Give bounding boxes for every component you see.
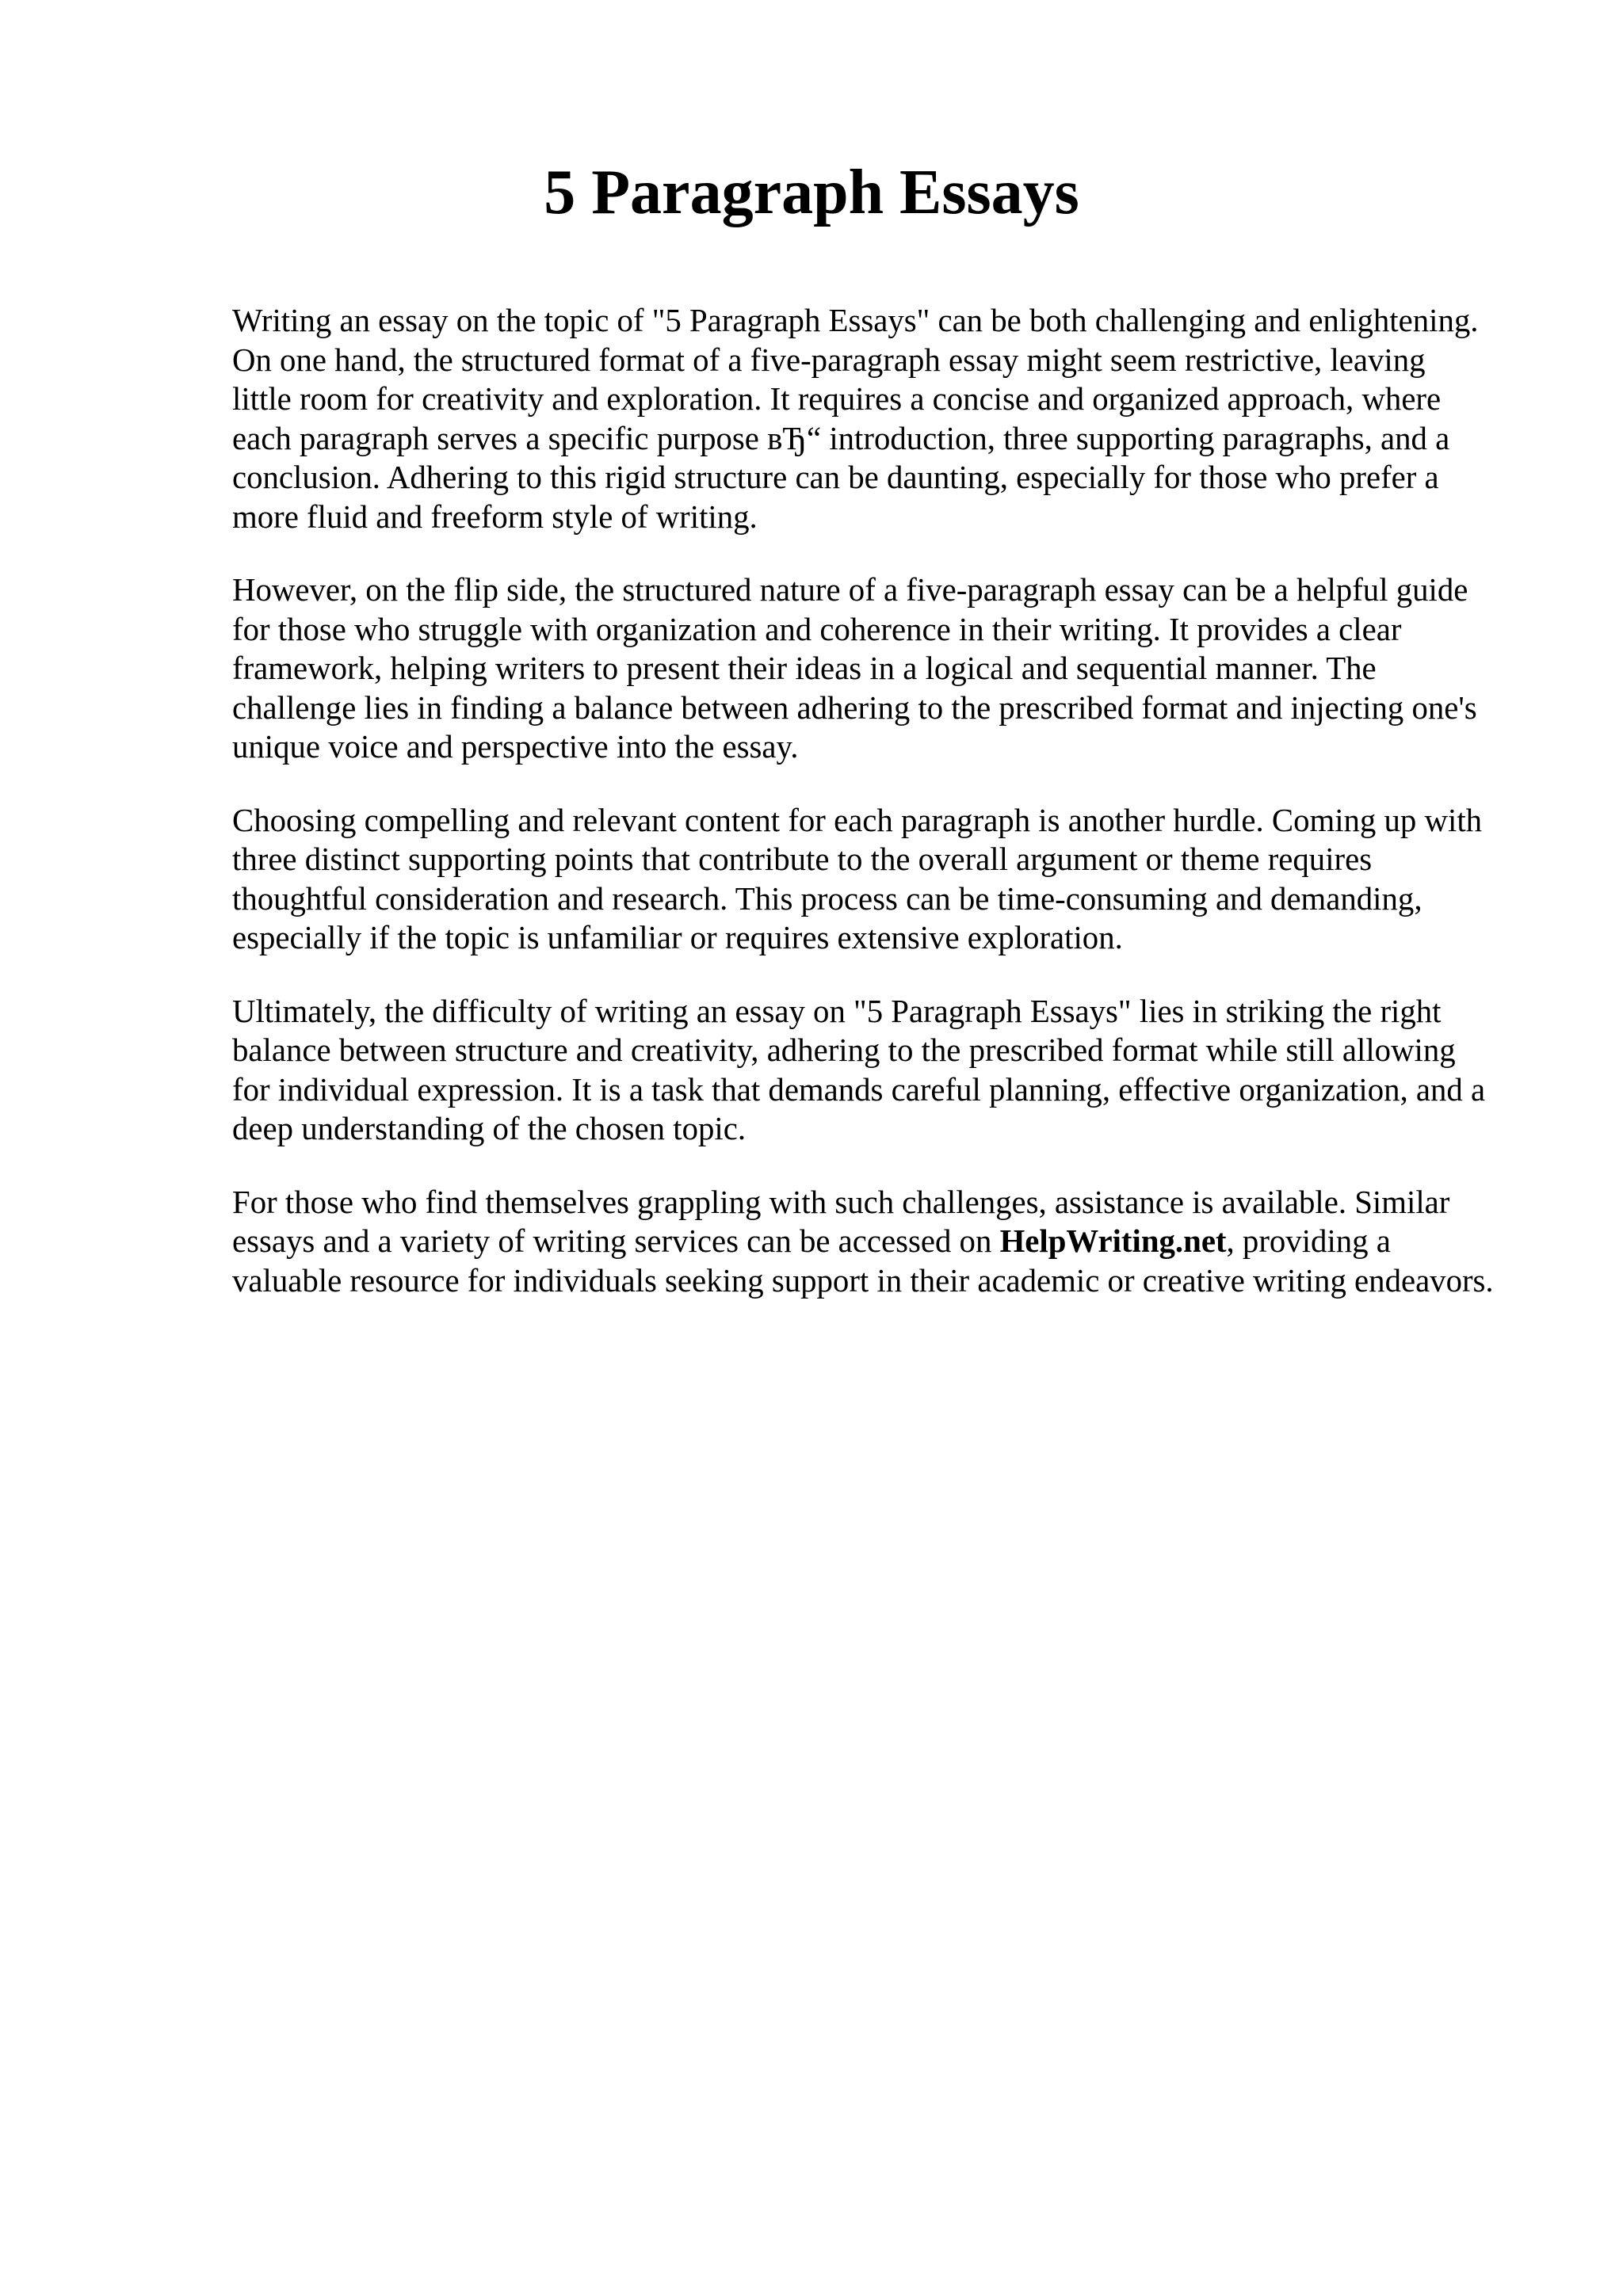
paragraph-line: unique voice and perspective into the essay. bbox=[232, 729, 799, 765]
paragraph-line: framework, helping writers to present their ideas in a logical and sequential manner. The bbox=[232, 650, 1377, 686]
paragraph-line: each paragraph serves a specific purpose вЂ“ introduction, three supporting paragraphs, and a bbox=[232, 420, 1450, 456]
paragraph-line: for individual expression. It is a task that demands careful planning, effective organization, and a bbox=[232, 1071, 1486, 1108]
paragraph-1 bbox=[232, 301, 1595, 536]
paragraph-line: especially if the topic is unfamiliar or requires extensive exploration. bbox=[232, 920, 1123, 955]
paragraph-line: three distinct supporting points that contribute to the overall argument or theme requires bbox=[232, 841, 1373, 877]
paragraph-line: However, on the flip side, the structured nature of a five-paragraph essay can be a helpful guide bbox=[232, 572, 1468, 608]
paragraph-line: Choosing compelling and relevant content for each paragraph is another hurdle. Coming up with bbox=[232, 802, 1483, 838]
paragraph-line: little room for creativity and exploration. It requires a concise and organized approach, where bbox=[232, 381, 1442, 417]
paragraph-line bbox=[232, 1222, 1595, 1261]
paragraph-3 bbox=[232, 801, 1595, 958]
paragraph-line: For those who find themselves grappling with such challenges, assistance is available. Similar bbox=[232, 1184, 1450, 1220]
paragraph-line: conclusion. Adhering to this rigid structure can be daunting, especially for those who prefer a bbox=[232, 460, 1439, 495]
document-body bbox=[232, 301, 1595, 1334]
paragraph-text: essays and a variety of writing services can be accessed on bbox=[232, 1223, 1000, 1259]
paragraph-line: balance between structure and creativity, adhering to the prescribed format while still allowing bbox=[232, 1032, 1456, 1068]
paragraph-line: more fluid and freeform style of writing. bbox=[232, 498, 758, 535]
paragraph-line: for those who struggle with organization and coherence in their writing. It provides a clear bbox=[232, 611, 1402, 647]
paragraph-text: , providing a bbox=[1226, 1223, 1391, 1259]
paragraph-5 bbox=[232, 1183, 1595, 1301]
paragraph-line: valuable resource for individuals seeking support in their academic or creative writing endeavors. bbox=[232, 1262, 1494, 1299]
paragraph-line: Ultimately, the difficulty of writing an essay on "5 Paragraph Essays" lies in striking the right bbox=[232, 993, 1442, 1029]
paragraph-line: challenge lies in finding a balance between adhering to the prescribed format and injecting one's bbox=[232, 689, 1477, 726]
paragraph-4 bbox=[232, 992, 1595, 1149]
paragraph-line: Writing an essay on the topic of "5 Paragraph Essays" can be both challenging and enlightening. bbox=[232, 303, 1479, 338]
paragraph-line: deep understanding of the chosen topic. bbox=[232, 1111, 747, 1146]
paragraph-2 bbox=[232, 570, 1595, 767]
paragraph-line: thoughtful consideration and research. This process can be time-consuming and demanding, bbox=[232, 880, 1423, 917]
document-title: 5 Paragraph Essays bbox=[544, 158, 1079, 227]
paragraph-line: On one hand, the structured format of a five-paragraph essay might seem restrictive, leaving bbox=[232, 341, 1426, 378]
helpwriting-brand-text: HelpWriting.net bbox=[999, 1223, 1227, 1259]
